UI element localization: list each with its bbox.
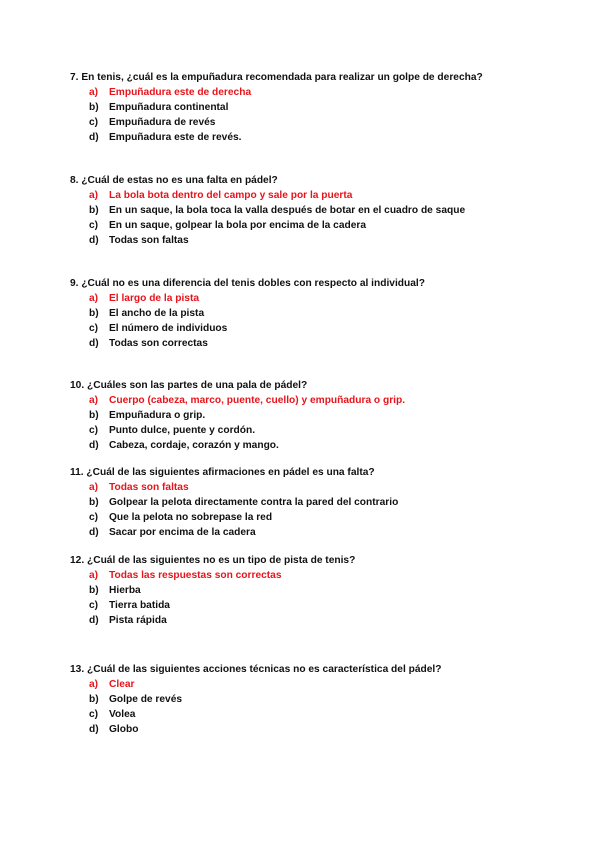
answer-option [70,306,540,321]
option-text: El largo de la pista [109,293,200,304]
option-text: En un saque, la bola toca la valla después de botar en el cuadro de saque [109,205,466,216]
answer-option-correct [70,393,540,408]
answer-option [70,598,540,613]
option-letter: d) [89,338,99,349]
option-letter: d) [89,132,99,143]
answer-option-correct [70,85,540,100]
option-text: Golpear la pelota directamente contra la pared del contrario [109,497,399,508]
answer-option-correct [70,188,540,203]
question-text: 13. ¿Cuál de las siguientes acciones técnicas no es característica del pádel? [70,664,442,675]
option-text: Empuñadura o grip. [109,410,206,421]
answer-option [70,100,540,115]
answer-option [70,423,540,438]
option-letter: a) [89,570,99,581]
answer-option [70,583,540,598]
option-text: El ancho de la pista [109,308,205,319]
option-text: Todas son correctas [109,338,208,349]
answer-option [70,692,540,707]
option-letter: d) [89,527,99,538]
option-text: Cuerpo (cabeza, marco, puente, cuello) y empuñadura o grip. [109,395,406,406]
answer-option [70,336,540,351]
option-letter: c) [89,512,99,523]
option-text: Empuñadura este de derecha [109,87,252,98]
answer-option-correct [70,677,540,692]
option-letter: b) [89,102,99,113]
option-text: Sacar por encima de la cadera [109,527,256,538]
option-text: Volea [109,709,136,720]
option-letter: c) [89,709,99,720]
option-letter: b) [89,308,99,319]
answer-option-correct [70,480,540,495]
option-text: Clear [109,679,135,690]
option-text: Todas las respuestas son correctas [109,570,282,581]
option-text: Globo [109,724,139,735]
option-letter: c) [89,323,99,334]
option-text: Golpe de revés [109,694,183,705]
option-text: Todas son faltas [109,235,189,246]
answer-option [70,722,540,737]
question-text: 8. ¿Cuál de estas no es una falta en pádel? [70,175,278,186]
option-letter: a) [89,395,99,406]
option-text: Empuñadura este de revés. [109,132,242,143]
option-text: En un saque, golpear la bola por encima de la cadera [109,220,367,231]
question-7 [70,70,540,145]
answer-option [70,321,540,336]
question-text: 9. ¿Cuál no es una diferencia del tenis dobles con respecto al individual? [70,278,425,289]
option-text: Punto dulce, puente y cordón. [109,425,256,436]
option-letter: b) [89,694,99,705]
option-letter: a) [89,190,99,201]
option-text: Que la pelota no sobrepase la red [109,512,273,523]
option-text: Tierra batida [109,600,170,611]
option-text: El número de individuos [109,323,228,334]
answer-option [70,707,540,722]
question-text: 12. ¿Cuál de las siguientes no es un tipo de pista de tenis? [70,555,356,566]
answer-option [70,218,540,233]
answer-option-correct [70,291,540,306]
option-letter: c) [89,425,99,436]
answer-option [70,203,540,218]
answer-option [70,408,540,423]
answer-option [70,233,540,248]
answer-option [70,510,540,525]
option-letter: b) [89,410,99,421]
option-letter: a) [89,293,99,304]
option-letter: a) [89,87,99,98]
option-text: Hierba [109,585,141,596]
option-text: Empuñadura continental [109,102,229,113]
option-letter: c) [89,600,99,611]
option-letter: d) [89,440,99,451]
option-text: La bola bota dentro del campo y sale por la puerta [109,190,353,201]
option-letter: b) [89,205,99,216]
option-text: Empuñadura de revés [109,117,216,128]
question-12 [70,553,540,628]
option-letter: b) [89,497,99,508]
option-letter: a) [89,482,99,493]
option-letter: b) [89,585,99,596]
answer-option [70,613,540,628]
answer-option [70,115,540,130]
option-text: Todas son faltas [109,482,189,493]
option-letter: c) [89,220,99,231]
question-text: 7. En tenis, ¿cuál es la empuñadura recomendada para realizar un golpe de derecha? [70,72,483,83]
option-letter: a) [89,679,99,690]
question-13 [70,662,540,737]
question-11 [70,465,540,540]
answer-option-correct [70,568,540,583]
option-text: Pista rápida [109,615,167,626]
answer-option [70,130,540,145]
option-letter: c) [89,117,99,128]
question-text: 11. ¿Cuál de las siguientes afirmaciones en pádel es una falta? [70,467,375,478]
option-text: Cabeza, cordaje, corazón y mango. [109,440,279,451]
question-9 [70,276,540,351]
question-10 [70,378,540,453]
question-8 [70,173,540,248]
answer-option [70,438,540,453]
answer-option [70,495,540,510]
option-letter: d) [89,235,99,246]
answer-option [70,525,540,540]
option-letter: d) [89,724,99,735]
option-letter: d) [89,615,99,626]
question-text: 10. ¿Cuáles son las partes de una pala de pádel? [70,380,308,391]
